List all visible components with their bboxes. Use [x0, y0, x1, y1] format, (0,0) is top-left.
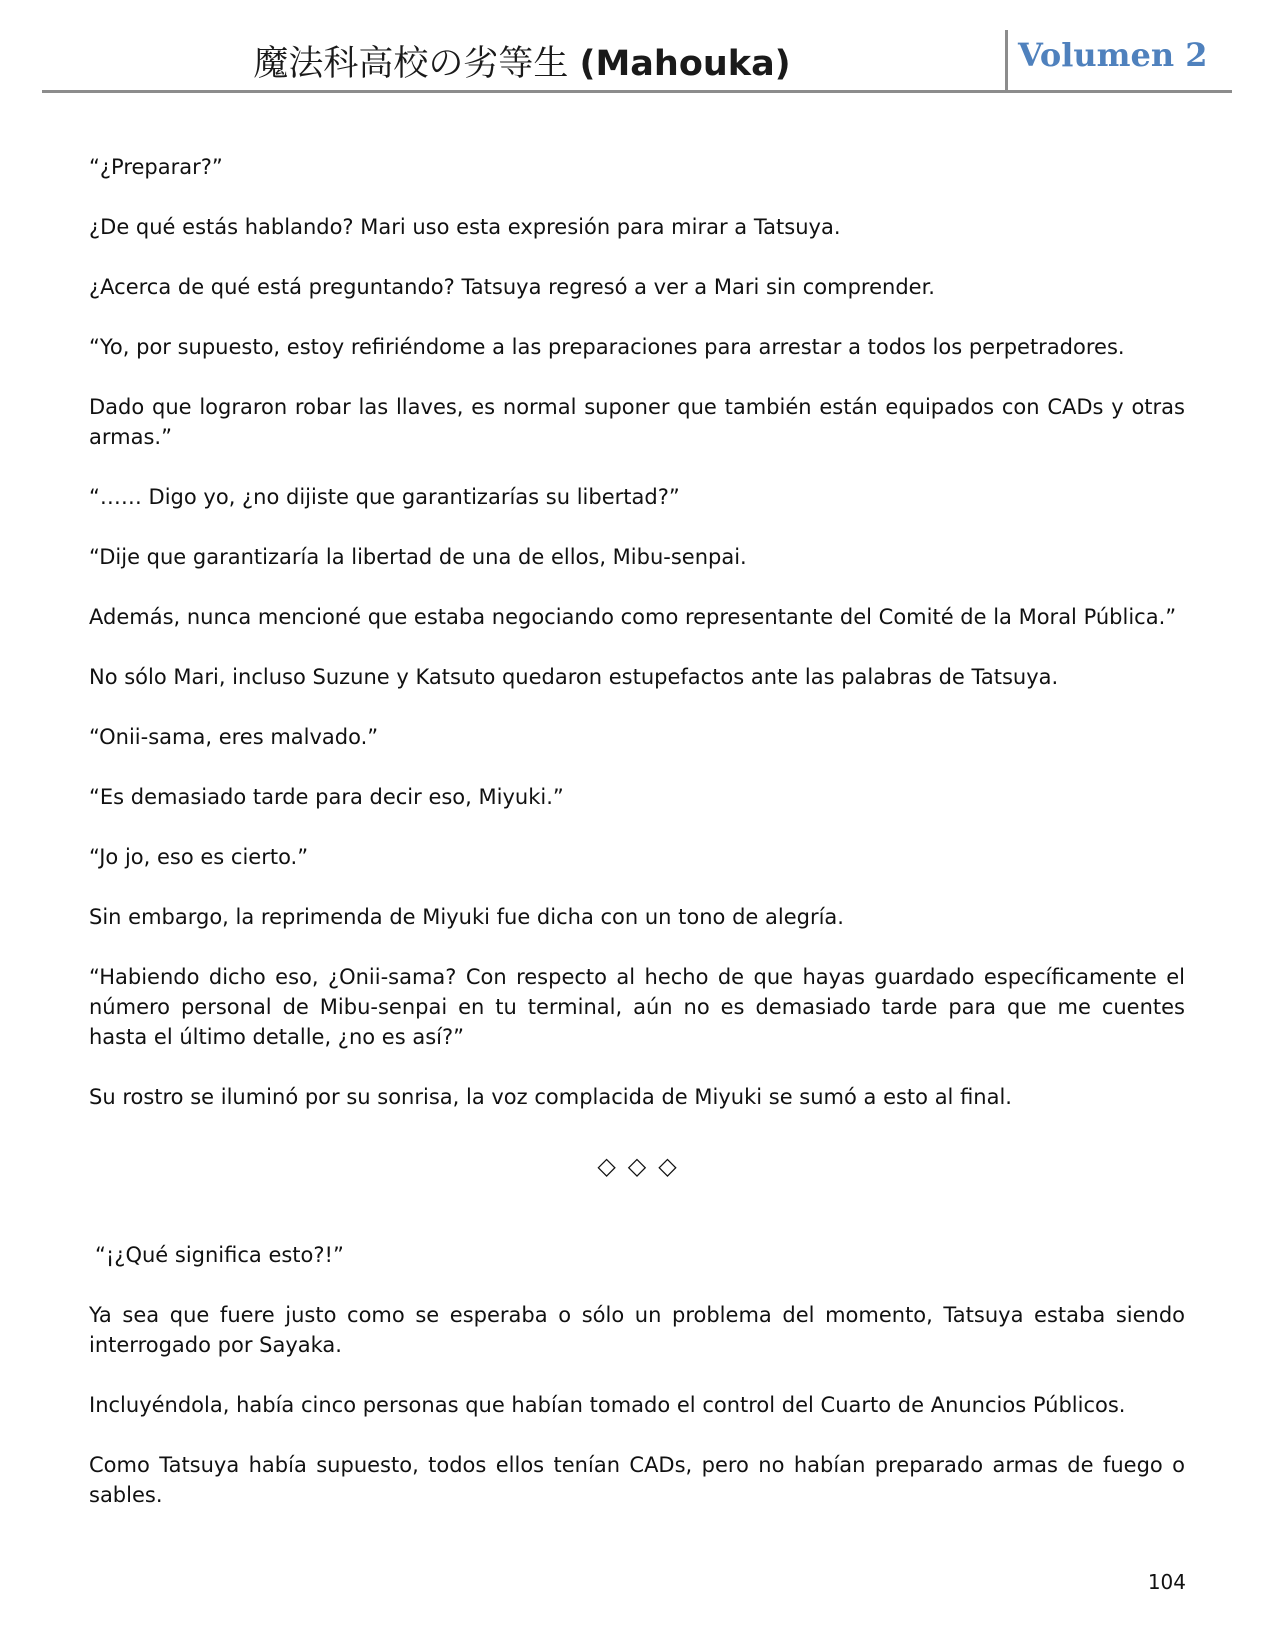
- paragraph: Dado que lograron robar las llaves, es normal suponer que también están equipados con CADs y otras armas.”: [89, 395, 1185, 449]
- book-title: [42, 36, 1002, 86]
- page-number: 104: [1147, 1570, 1186, 1594]
- scene-separator: ◇◇◇: [597, 1153, 689, 1180]
- paragraph: ¿De qué estás hablando? Mari uso esta expresión para mirar a Tatsuya.: [89, 215, 841, 239]
- paragraph: Incluyéndola, había cinco personas que habían tomado el control del Cuarto de Anuncios Públicos.: [89, 1393, 1126, 1417]
- paragraph: “Onii-sama, eres malvado.”: [89, 725, 379, 749]
- paragraph: “Yo, por supuesto, estoy refiriéndome a las preparaciones para arrestar a todos los perpetradores.: [89, 335, 1125, 359]
- paragraph: “¿Preparar?”: [89, 155, 223, 179]
- paragraph: Además, nunca mencioné que estaba negociando como representante del Comité de la Moral Pública.”: [89, 605, 1177, 629]
- book-title-latin: (Mahouka): [579, 44, 791, 84]
- volume-label: Volumen 2: [1018, 36, 1208, 74]
- page-body: [89, 152, 1185, 1540]
- paragraph: ¿Acerca de qué está preguntando? Tatsuya regresó a ver a Mari sin comprender.: [89, 275, 935, 299]
- header-divider: [1005, 30, 1008, 90]
- paragraph: Sin embargo, la reprimenda de Miyuki fue dicha con un tono de alegría.: [89, 905, 844, 929]
- paragraph: “Jo jo, eso es cierto.”: [89, 845, 309, 869]
- paragraph: Ya sea que fuere justo como se esperaba o sólo un problema del momento, Tatsuya estaba siendo interrogado por Sayaka.: [89, 1303, 1185, 1357]
- book-title-japanese: 魔法科高校の劣等生: [253, 44, 569, 84]
- paragraph: “…… Digo yo, ¿no dijiste que garantizarías su libertad?”: [89, 485, 680, 509]
- paragraph: “Es demasiado tarde para decir eso, Miyuki.”: [89, 785, 564, 809]
- paragraph: No sólo Mari, incluso Suzune y Katsuto quedaron estupefactos ante las palabras de Tatsuya.: [89, 665, 1059, 689]
- paragraph: Como Tatsuya había supuesto, todos ellos tenían CADs, pero no habían preparado armas de fuego o sables.: [89, 1453, 1185, 1507]
- paragraph: “¡¿Qué significa esto?!”: [95, 1243, 344, 1267]
- paragraph: Su rostro se iluminó por su sonrisa, la voz complacida de Miyuki se sumó a esto al final.: [89, 1085, 1012, 1109]
- paragraph: “Habiendo dicho eso, ¿Onii-sama? Con respecto al hecho de que hayas guardado específicamente el número personal de Mibu-senpai en tu terminal, aún no es demasiado tarde para que me cuentes hasta el último detalle, ¿no es así?”: [89, 965, 1185, 1049]
- page-header: [42, 28, 1232, 93]
- paragraph: “Dije que garantizaría la libertad de una de ellos, Mibu-senpai.: [89, 545, 747, 569]
